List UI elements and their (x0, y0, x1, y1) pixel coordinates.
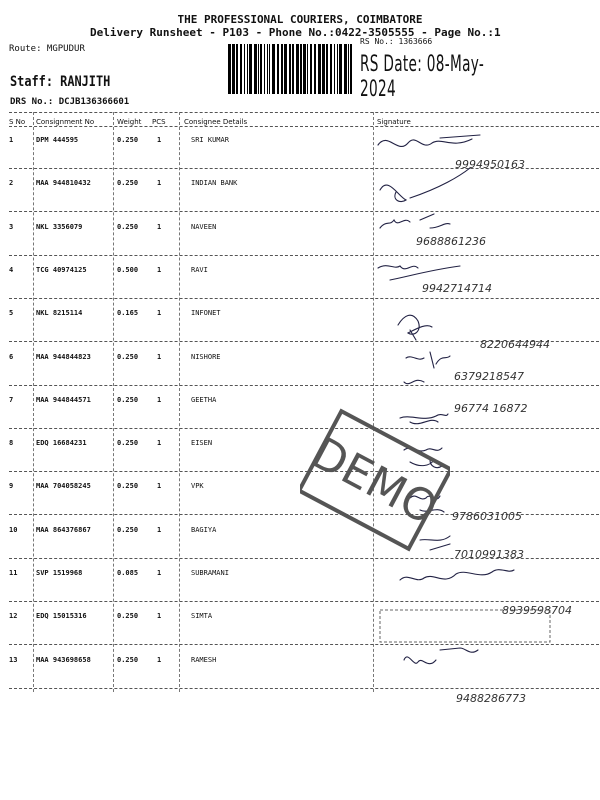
row-pcs: 1 (157, 352, 162, 361)
row-consignment-no: DPM 444595 (36, 136, 79, 144)
row-pcs: 1 (157, 482, 162, 491)
row-sno: 8 (9, 439, 14, 448)
row-weight: 0.085 (117, 569, 139, 577)
row-consignee: NAVEEN (191, 222, 217, 231)
col-consignment: Consignment No (36, 118, 95, 126)
rs-number: RS No.: 1363666 (360, 37, 433, 46)
col-weight: Weight (117, 118, 142, 126)
row-pcs: 1 (157, 222, 162, 231)
row-consignment-no: TCG 40974125 (36, 265, 87, 274)
row-weight: 0.250 (117, 612, 139, 621)
row-consignee: VPK (191, 482, 204, 491)
row-consignment-no: MAA 864376867 (36, 525, 91, 534)
svg-text:6379218547: 6379218547 (454, 370, 524, 383)
row-consignee: INDIAN BANK (191, 179, 238, 188)
demo-stamp (300, 400, 450, 560)
row-pcs: 1 (157, 612, 162, 621)
row-weight: 0.250 (117, 395, 139, 404)
row-consignment-no: SVP 1519968 (36, 569, 83, 577)
row-pcs: 1 (157, 309, 162, 318)
row-pcs: 1 (157, 265, 162, 274)
row-sno: 13 (9, 655, 18, 664)
row-sno: 1 (9, 136, 14, 144)
row-consignee: RAMESH (191, 655, 217, 664)
svg-text:96774 16872: 96774 16872 (454, 402, 528, 415)
svg-text:9688861236: 9688861236 (416, 235, 486, 248)
row-consignment-no: MAA 944844823 (36, 352, 91, 361)
col-sno: S No (9, 118, 26, 126)
row-weight: 0.250 (117, 525, 139, 534)
row-consignment-no: MAA 944844571 (36, 395, 91, 404)
row-consignment-no: MAA 943698658 (36, 655, 91, 664)
row-pcs: 1 (157, 439, 162, 448)
col-consignee: Consignee Details (184, 118, 248, 126)
row-pcs: 1 (157, 525, 162, 534)
row-sno: 6 (9, 352, 14, 361)
row-sno: 3 (9, 222, 14, 231)
row-pcs: 1 (157, 395, 162, 404)
row-weight: 0.250 (117, 222, 139, 231)
row-consignment-no: EDQ 16684231 (36, 439, 87, 448)
row-consignee: NISHORE (191, 352, 221, 361)
row-consignment-no: NKL 3356079 (36, 222, 83, 231)
svg-text:9488286773: 9488286773 (456, 692, 526, 705)
row-consignee: SIMTA (191, 612, 213, 621)
svg-text:8220644944: 8220644944 (480, 338, 550, 351)
row-sno: 10 (9, 525, 18, 534)
row-weight: 0.250 (117, 655, 139, 664)
row-weight: 0.250 (117, 136, 139, 144)
row-pcs: 1 (157, 179, 162, 188)
row-pcs: 1 (157, 655, 162, 664)
svg-text:DEMO: DEMO (303, 427, 446, 536)
row-consignment-no: MAA 944810432 (36, 179, 91, 188)
row-sno: 11 (9, 569, 18, 577)
col-signature: Signature (377, 118, 411, 126)
row-sno: 9 (9, 482, 14, 491)
row-weight: 0.250 (117, 482, 139, 491)
row-weight: 0.165 (117, 309, 139, 318)
row-weight: 0.500 (117, 265, 139, 274)
route-label: Route: MGPUDUR (9, 44, 85, 54)
row-consignee: RAVI (191, 265, 208, 274)
row-consignee: SUBRAMANI (191, 569, 229, 577)
header-divider (9, 112, 599, 113)
barcode-image (228, 44, 356, 94)
svg-text:9994950163: 9994950163 (455, 158, 525, 171)
drs-number: DRS No.: DCJB136366601 (10, 97, 130, 107)
row-consignee: BAGIYA (191, 525, 217, 534)
row-pcs: 1 (157, 569, 162, 577)
col-pcs: PCS (152, 118, 166, 126)
row-sno: 12 (9, 612, 18, 621)
row-consignment-no: MAA 704058245 (36, 482, 91, 491)
svg-text:9942714714: 9942714714 (422, 282, 492, 295)
row-pcs: 1 (157, 136, 162, 144)
rs-date: RS Date: 08-May-2024 (360, 52, 485, 102)
svg-text:8939598704: 8939598704 (502, 604, 572, 617)
row-consignee: EISEN (191, 439, 213, 448)
company-title: THE PROFESSIONAL COURIERS, COIMBATORE (177, 13, 423, 26)
row-sno: 2 (9, 179, 14, 188)
svg-text:7010991383: 7010991383 (454, 548, 524, 561)
row-consignment-no: NKL 8215114 (36, 309, 83, 318)
row-consignee: GEETHA (191, 395, 217, 404)
row-weight: 0.250 (117, 439, 139, 448)
row-sno: 5 (9, 309, 14, 318)
row-weight: 0.250 (117, 179, 139, 188)
row-consignment-no: EDQ 15015316 (36, 612, 87, 621)
staff-label: Staff: RANJITH (10, 74, 111, 90)
runsheet-subtitle: Delivery Runsheet - P103 - Phone No.:0422-3505555 - Page No.:1 (90, 26, 501, 39)
row-sno: 4 (9, 265, 14, 274)
row-weight: 0.250 (117, 352, 139, 361)
row-consignee: INFONET (191, 309, 221, 318)
row-sno: 7 (9, 395, 14, 404)
row-consignee: SRI KUMAR (191, 136, 229, 144)
svg-text:9786031005: 9786031005 (452, 510, 522, 523)
